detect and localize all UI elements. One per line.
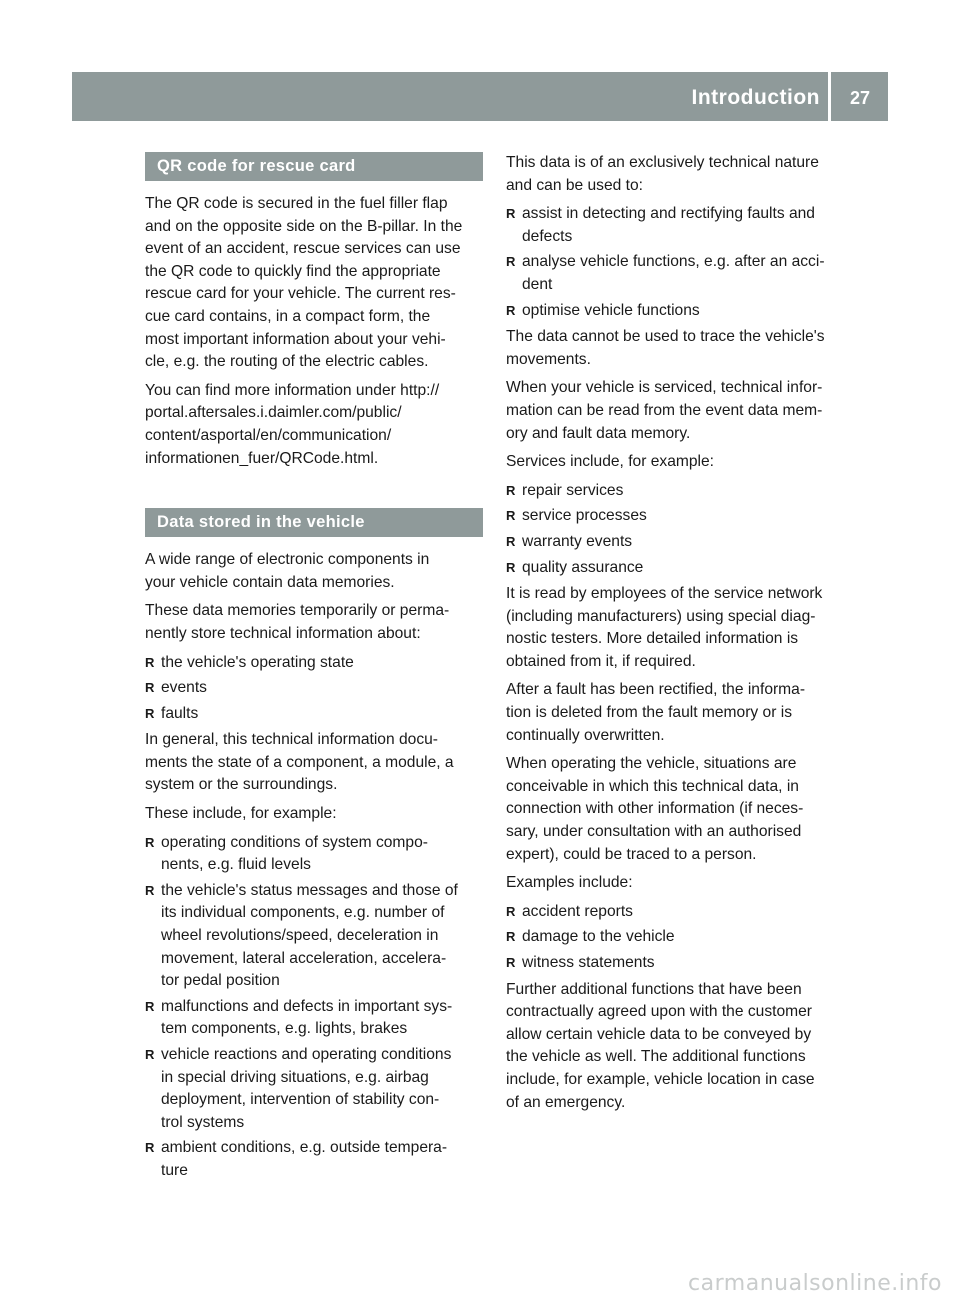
page-number: 27 (849, 88, 870, 108)
paragraph: This data is of an exclusively technical nature and can be used to: (506, 154, 819, 194)
paragraph: The QR code is secured in the fuel filler flap and on the opposite side on the B-pillar. In the event of an accident, rescue services can use the QR code to quickly find the appropriate rescue card for your vehicle. The current res- cue card contains, in a compact form, the most important information about your vehi- cle, e.g. the routing of the electric cables. (145, 195, 463, 371)
paragraph: The data cannot be used to trace the vehicle's movements. (506, 328, 825, 368)
list-item: R malfunctions and defects in important sys- tem components, e.g. lights, brakes (145, 996, 483, 1041)
section-gap (145, 476, 483, 508)
list-item: R analyse vehicle functions, e.g. after an acci- dent (506, 251, 838, 296)
left-column (145, 152, 483, 1187)
paragraph: In general, this technical information docu- ments the state of a component, a module, a system or the surroundings. (145, 731, 454, 794)
list-item: R optimise vehicle functions (506, 300, 838, 323)
chapter-title: Introduction (691, 86, 820, 109)
list-item: R faults (145, 703, 483, 726)
list-item: R vehicle reactions and operating conditions in special driving situations, e.g. airbag deployment, intervention of stability con- trol systems (145, 1044, 483, 1134)
list-item: R accident reports (506, 901, 838, 924)
section-heading-qr-code: QR code for rescue card (145, 152, 483, 181)
list-item: R assist in detecting and rectifying faults and defects (506, 203, 838, 248)
list-item: R repair services (506, 480, 838, 503)
paragraph: Further additional functions that have been contractually agreed upon with the customer allow certain vehicle data to be conveyed by the vehicle as well. The additional functions include, for example, vehicle location in case of an emergency. (506, 980, 815, 1111)
section-heading-data-stored: Data stored in the vehicle (145, 508, 483, 537)
list-item: R the vehicle's status messages and those of its individual components, e.g. number of wheel revolutions/speed, deceleration in movement, lateral acceleration, accelera- tor pedal position (145, 880, 483, 993)
list-item: R quality assurance (506, 557, 838, 580)
list-item: R the vehicle's operating state (145, 652, 483, 675)
paragraph: You can find more information under http:// portal.aftersales.i.daimler.com/public/ content/asportal/en/communication/ informationen_fuer/QRCode.html. (145, 381, 440, 467)
paragraph: A wide range of electronic components in your vehicle contain data memories. (145, 551, 430, 591)
bullet-list (145, 832, 483, 1183)
list-item: R witness statements (506, 952, 838, 975)
paragraph: Examples include: (506, 874, 633, 892)
header-separator (828, 72, 831, 121)
list-item: R events (145, 677, 483, 700)
watermark: carmanualsonline.info (688, 1271, 942, 1296)
paragraph: When your vehicle is serviced, technical infor- mation can be read from the event data mem- ory and fault data memory. (506, 379, 823, 442)
paragraph: When operating the vehicle, situations are conceivable in which this technical data, in connection with other information (if neces- sary, under consultation with an authorised expert), could be traced to a person. (506, 755, 804, 863)
list-item: R warranty events (506, 531, 838, 554)
bullet-list (506, 203, 838, 322)
paragraph: These include, for example: (145, 805, 337, 823)
list-item: R service processes (506, 505, 838, 528)
bullet-list (506, 901, 838, 975)
list-item: R operating conditions of system compo- nents, e.g. fluid levels (145, 832, 483, 877)
list-item: R ambient conditions, e.g. outside tempera- ture (145, 1137, 483, 1182)
bullet-list (145, 652, 483, 726)
paragraph: After a fault has been rectified, the informa- tion is deleted from the fault memory or is continually overwritten. (506, 681, 806, 744)
list-item: R damage to the vehicle (506, 926, 838, 949)
page-header (72, 72, 888, 121)
paragraph: It is read by employees of the service network (including manufacturers) using special diag- nostic testers. More detailed information is obtained from it, if required. (506, 585, 823, 670)
paragraph: Services include, for example: (506, 453, 715, 471)
bullet-list (506, 480, 838, 579)
paragraph: These data memories temporarily or perma- nently store technical information about: (145, 602, 450, 642)
right-column (506, 152, 838, 1120)
